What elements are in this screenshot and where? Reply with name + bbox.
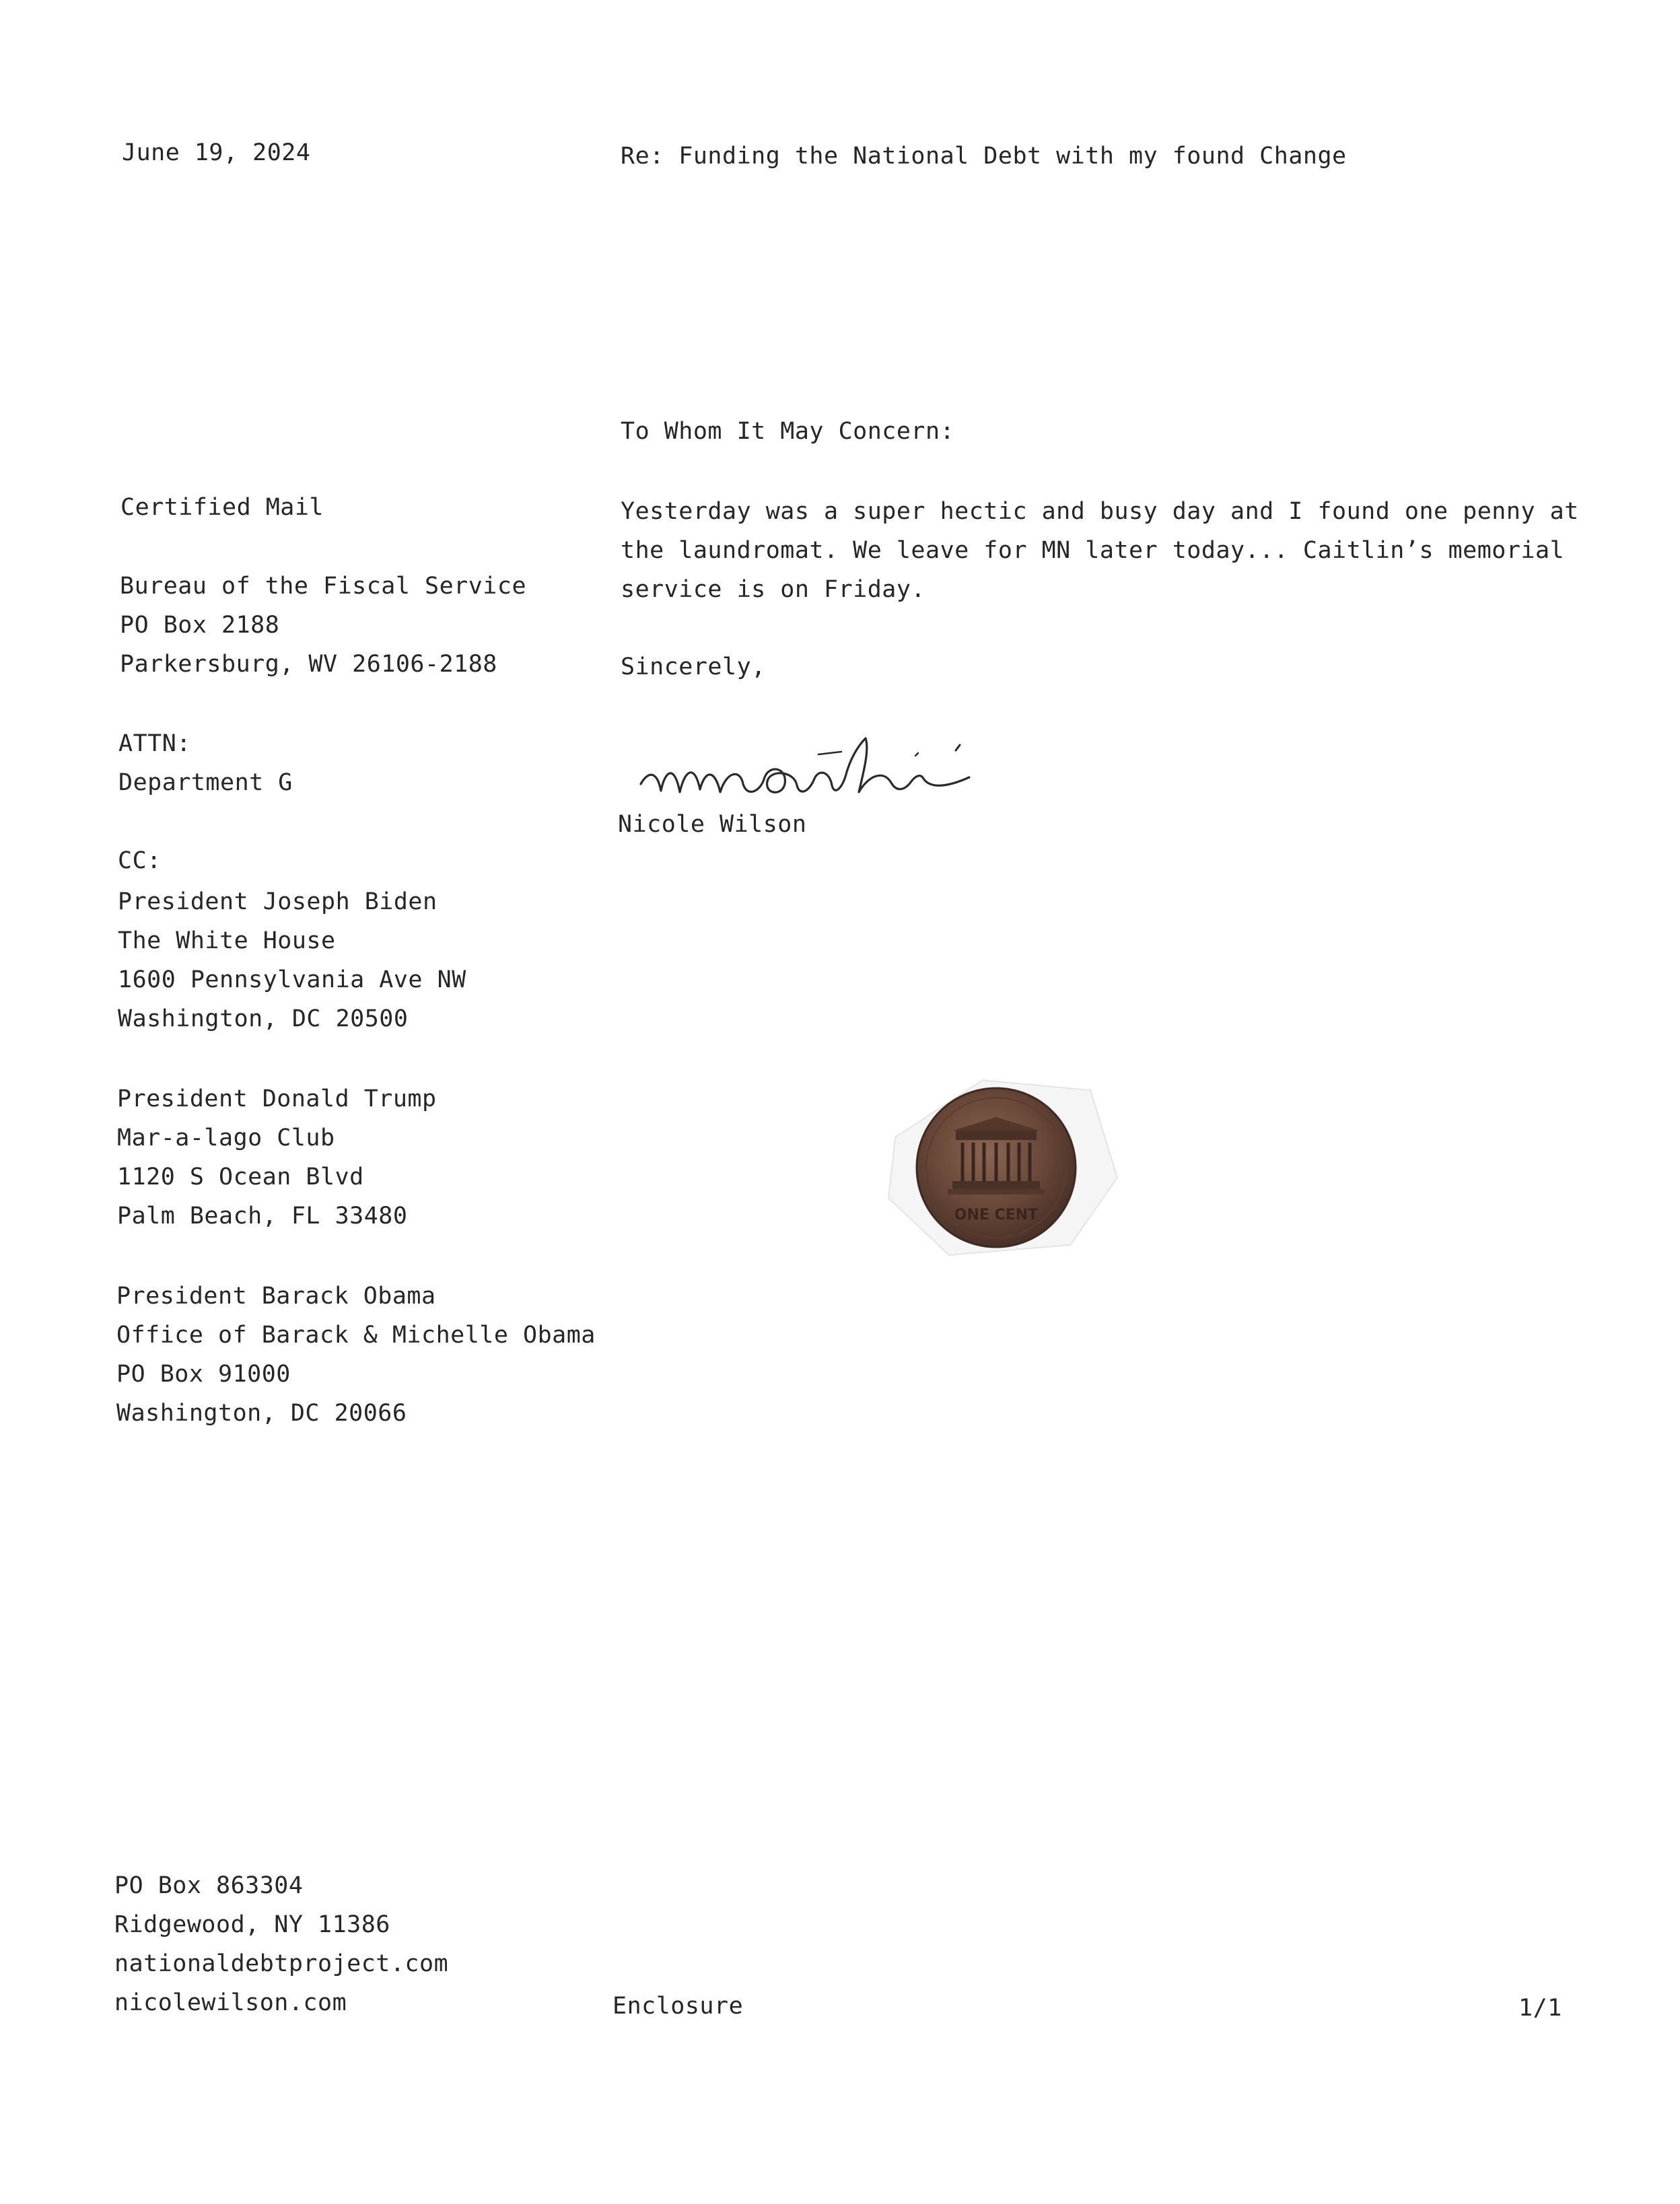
subject-line: Re: Funding the National Debt with my found Change: [621, 143, 1347, 170]
address-line: President Joseph Biden: [118, 888, 438, 915]
address-line: PO Box 863304: [114, 1872, 304, 1899]
attn-block: [118, 724, 293, 802]
penny-icon: [868, 1043, 1131, 1265]
closing: Sincerely,: [621, 653, 766, 680]
salutation: To Whom It May Concern:: [621, 418, 955, 445]
address-line: Parkersburg, WV 26106-2188: [120, 651, 497, 678]
address-line: Palm Beach, FL 33480: [117, 1203, 408, 1230]
address-line: President Barack Obama: [116, 1283, 436, 1310]
attn-label: ATTN:: [118, 730, 191, 757]
body-line: the laundromat. We leave for MN later today... Caitlin’s memorial: [621, 537, 1565, 564]
address-line: Washington, DC 20500: [118, 1005, 409, 1032]
address-line: Bureau of the Fiscal Service: [120, 573, 527, 600]
address-line: 1600 Pennsylvania Ave NW: [118, 966, 466, 993]
cc-recipient: [117, 1079, 437, 1236]
body-line: Yesterday was a super hectic and busy day and I found one penny at: [621, 498, 1579, 525]
address-line: 1120 S Ocean Blvd: [117, 1164, 364, 1190]
address-line: PO Box 2188: [120, 612, 280, 639]
penny-inscription: ONE CENT: [954, 1207, 1039, 1223]
attn-value: Department G: [118, 769, 293, 796]
cc-label: CC:: [118, 847, 162, 874]
address-line: The White House: [118, 927, 336, 954]
cc-recipient: [118, 882, 466, 1038]
address-line: PO Box 91000: [116, 1361, 291, 1388]
page-number: 1/1: [1518, 1995, 1562, 2022]
recipient-address: [120, 567, 526, 684]
signer-name: Nicole Wilson: [618, 811, 807, 838]
signature-icon: [633, 717, 989, 811]
sender-address: [114, 1866, 448, 2022]
address-line: President Donald Trump: [117, 1086, 437, 1112]
address-line: Ridgewood, NY 11386: [114, 1911, 390, 1938]
cc-recipient: [116, 1277, 596, 1433]
address-line: Washington, DC 20066: [116, 1400, 407, 1427]
letter-body: [621, 492, 1579, 609]
website-line: nationaldebtproject.com: [114, 1950, 449, 1977]
enclosed-penny: [868, 1043, 1131, 1265]
mail-type: Certified Mail: [120, 494, 324, 521]
address-line: Mar-a-lago Club: [117, 1125, 335, 1151]
letter-date: June 19, 2024: [122, 139, 311, 166]
website-line: nicolewilson.com: [114, 1989, 347, 2016]
enclosure-label: Enclosure: [612, 1993, 744, 2020]
body-line: service is on Friday.: [621, 576, 926, 603]
address-line: Office of Barack & Michelle Obama: [116, 1322, 596, 1349]
